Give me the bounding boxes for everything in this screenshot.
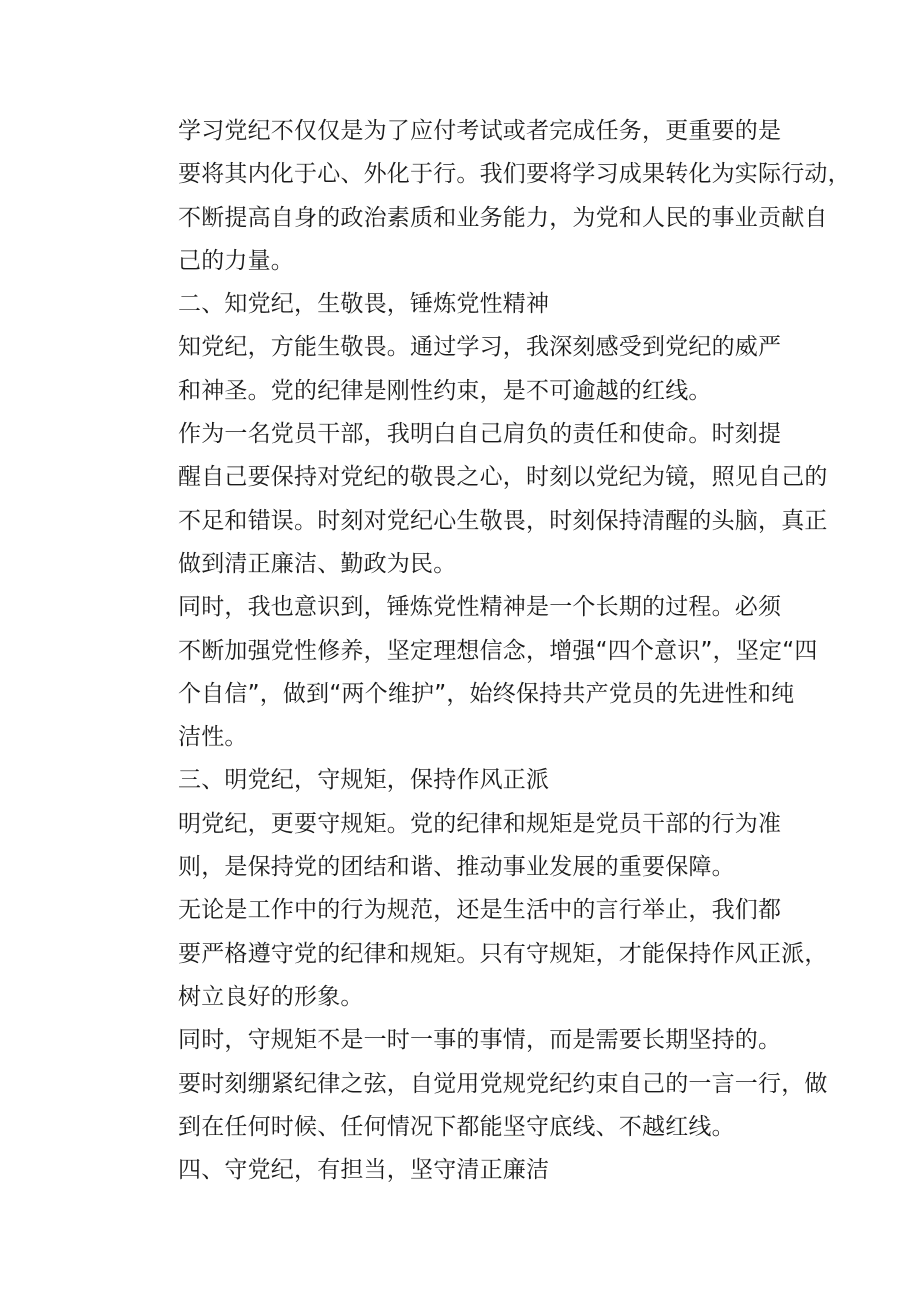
heading-text: 四、守党纪，有担当，坚守清正廉洁 — [178, 1157, 550, 1184]
text-line: 到在任何时候、任何情况下都能坚守底线、不越红线。 — [178, 1113, 735, 1140]
text-line: 知党纪，方能生敬畏。通过学习，我深刻感受到党纪的威严 — [178, 334, 782, 361]
section-heading-4 — [132, 1149, 792, 1192]
paragraph-study-internalize — [132, 110, 851, 283]
text-line: 要将其内化于心、外化于行。我们要将学习成果转化为实际行动， — [178, 161, 851, 188]
text-line: 树立良好的形象。 — [178, 983, 364, 1010]
text-line: 同时，我也意识到，锤炼党性精神是一个长期的过程。必须 — [178, 594, 782, 621]
heading-text: 二、知党纪，生敬畏，锤炼党性精神 — [178, 291, 550, 318]
section-heading-2 — [132, 283, 792, 326]
text-line: 己的力量。 — [178, 247, 294, 274]
paragraph-long-term — [132, 1019, 828, 1149]
heading-text: 三、明党纪，守规矩，保持作风正派 — [178, 767, 550, 794]
text-line: 醒自己要保持对党纪的敬畏之心，时刻以党纪为镜，照见自己的 — [178, 464, 828, 491]
text-line: 不断加强党性修养，坚定理想信念，增强“四个意识”，坚定“四 — [178, 637, 818, 664]
paragraph-party-spirit — [132, 586, 818, 759]
text-line: 无论是工作中的行为规范，还是生活中的言行举止，我们都 — [178, 897, 782, 924]
text-line: 要时刻绷紧纪律之弦，自觉用党规党纪约束自己的一言一行，做 — [178, 1070, 828, 1097]
text-line: 同时，守规矩不是一时一事的事情，而是需要长期坚持的。 — [178, 1027, 782, 1054]
text-line: 不足和错误。时刻对党纪心生敬畏，时刻保持清醒的头脑，真正 — [178, 507, 828, 534]
text-line: 和神圣。党的纪律是刚性约束，是不可逾越的红线。 — [178, 377, 712, 404]
text-line: 个自信”，做到“两个维护”，始终保持共产党员的先进性和纯 — [178, 680, 795, 707]
text-line: 洁性。 — [178, 724, 248, 751]
text-line: 作为一名党员干部，我明白自己肩负的责任和使命。时刻提 — [178, 421, 782, 448]
section-heading-3 — [132, 759, 792, 802]
paragraph-know-discipline — [132, 326, 792, 413]
paragraph-party-cadre — [132, 413, 828, 586]
text-line: 学习党纪不仅仅是为了应付考试或者完成任务，更重要的是 — [178, 118, 782, 144]
paragraph-conduct — [132, 889, 828, 1019]
paragraph-follow-rules — [132, 803, 792, 890]
text-line: 则，是保持党的团结和谐、推动事业发展的重要保障。 — [178, 854, 735, 881]
text-line: 明党纪，更要守规矩。党的纪律和规矩是党员干部的行为准 — [178, 810, 782, 837]
text-line: 要严格遵守党的纪律和规矩。只有守规矩，才能保持作风正派， — [178, 940, 828, 967]
text-line: 不断提高自身的政治素质和业务能力，为党和人民的事业贡献自 — [178, 204, 828, 231]
text-line: 做到清正廉洁、勤政为民。 — [178, 550, 457, 577]
document-body — [132, 110, 851, 1192]
